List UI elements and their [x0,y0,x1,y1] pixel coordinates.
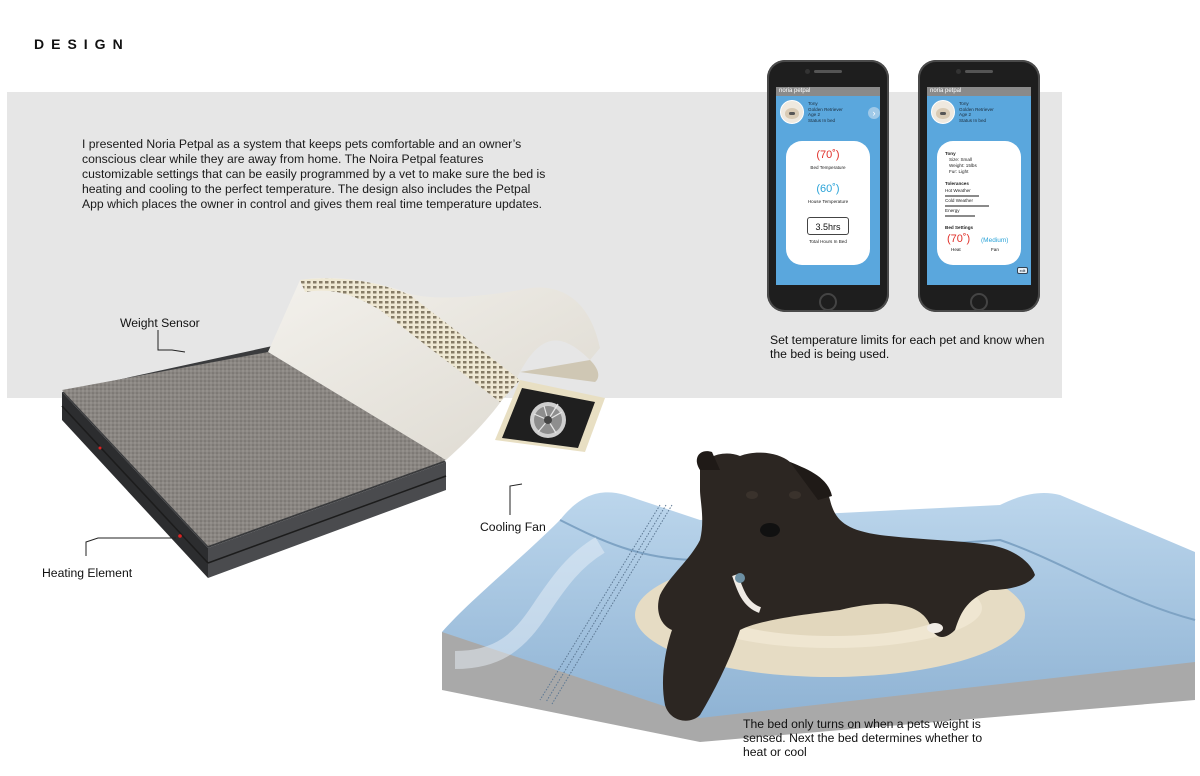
energy-slider[interactable] [945,215,975,217]
pet-info [959,101,994,123]
pet-breed: Golden Retriever [959,106,994,112]
pet-name: Tony [808,101,818,106]
bed-temp-label: Bed Temperature [810,165,846,170]
section-heading: DESIGN [34,36,130,52]
speaker-grille [814,70,842,73]
pet-avatar [931,100,955,124]
settings-card [937,141,1021,265]
fan-setting-label: Fan [991,247,999,252]
app-title-bar: noria petpal [927,87,1031,96]
cooling-fan [495,380,605,452]
weight-sensor-label: Weight Sensor [120,316,200,330]
bed-settings-heading: Bed Settings [945,225,974,230]
pet-weight: Weight: 15lbs [949,163,977,168]
pet-status: Status In bed [808,117,836,123]
phone-status-screen [767,60,889,312]
energy-label: Energy [945,208,960,213]
hours-in-bed-label: Total Hours In Bed [809,239,847,244]
bed-temp-value: (70˚) [816,149,840,161]
camera-icon [956,69,961,74]
hot-weather-label: Hot Weather [945,188,971,193]
weight-sensor-leader [158,330,185,352]
heat-setting-label: Heat [951,247,961,252]
bed-caption: The bed only turns on when a pets weight is sensed. Next the bed determines whether to heat or cool [743,717,983,759]
speaker-grille [965,70,993,73]
temperature-card [786,141,870,265]
app-screen-settings [927,87,1031,285]
heat-setting-value[interactable]: (70˚) [947,233,971,245]
hot-weather-slider[interactable] [945,195,979,197]
pet-avatar [780,100,804,124]
fan-setting-value[interactable]: (Medium) [981,237,1009,244]
pet-info [808,101,843,123]
settings-pet-name: Tony [945,151,956,156]
pet-status: Status In bed [959,117,987,123]
cooling-fan-label: Cooling Fan [480,520,546,534]
cold-weather-slider[interactable] [945,205,989,207]
hours-in-bed-value: 3.5hrs [807,217,849,235]
heating-element-label: Heating Element [42,566,133,580]
heating-element-leader [86,538,176,556]
intro-paragraph: I presented Noria Petpal as a system that keeps pets comfortable and an owner’s conscious clear while they are away from home. The Noira Petpal features customizable settings that can be easily programmed by a vet to make sure the bed is heating and cooling to the perfect temperature. The design also includes the Petpal App which places the owner in control and gives them real time temperature updates. [82,137,546,211]
camera-icon [805,69,810,74]
house-temp-value: (60˚) [816,183,840,195]
pet-fur: Fur: Light [949,169,969,174]
edit-button[interactable]: edit [1017,267,1028,274]
cold-weather-label: Cold Weather [945,198,974,203]
home-button[interactable] [819,293,837,311]
tolerances-heading: Tolerances [945,181,969,186]
pet-name: Tony [959,101,969,106]
app-screen-status [776,87,880,285]
house-temp-label: House Temperature [807,199,849,204]
home-button[interactable] [970,293,988,311]
app-title-bar: noria petpal [776,87,880,96]
cooling-fan-leader [510,484,522,515]
phones-caption: Set temperature limits for each pet and know when the bed is being used. [770,333,1045,361]
pet-size: Size: Small [949,157,972,162]
pet-age: Age 2 [959,112,972,118]
pet-age: Age 2 [808,112,821,118]
pet-breed: Golden Retriever [808,106,843,112]
phone-settings-screen [918,60,1040,312]
next-pet-button[interactable] [868,107,880,119]
chevron-right-icon: › [872,108,876,118]
